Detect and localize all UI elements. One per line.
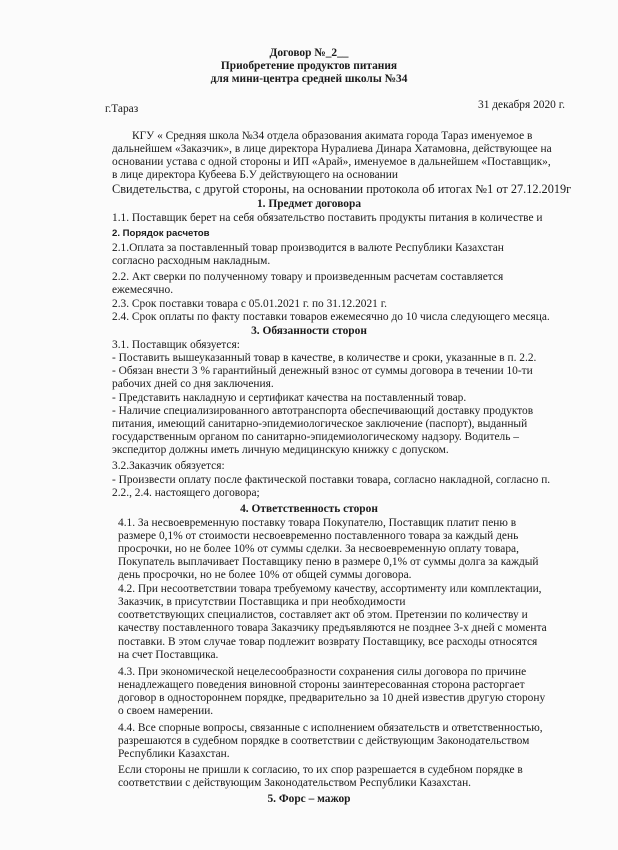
- preamble-line: основании устава с одной стороны и ИП «Арай», именуемое в дальнейшем «Поставщик»,: [112, 156, 551, 168]
- preamble-line: в лице директора Кубеева Б.У действующего на основании: [112, 169, 398, 181]
- preamble-line: дальнейшем «Заказчик», в лице директора Нуралиева Динара Хатамовна, действующее на: [112, 143, 552, 155]
- preamble-line: КГУ « Средняя школа №34 отдела образования акимата города Тараз именуемое в: [132, 130, 533, 142]
- section-2-p3: 2.3. Срок поставки товара с 05.01.2021 г. по 31.12.2021 г.: [112, 298, 387, 310]
- section-4-line: 4.2. При несоответствии товара требуемому качеству, ассортименту или комплектации,: [118, 583, 542, 595]
- section-2-p1-cont: согласно расходным накладным.: [112, 255, 271, 267]
- section-3-line: - Обязан внести 3 % гарантийный денежный взнос от суммы договора в течении 10-ти: [112, 365, 533, 377]
- section-3-line: экспедитор должны иметь личную медицинскую книжку с допуском.: [112, 444, 449, 456]
- section-3-line: - Представить накладную и сертификат качества на поставленный товар.: [112, 392, 467, 404]
- section-4-line: 4.4. Все спорные вопросы, связанные с исполнением обязательств и ответственностью,: [118, 722, 543, 734]
- section-4-line: размере 0,1% от стоимости несвоевременно поставленного товара за каждый день: [118, 530, 519, 542]
- section-4-line: Если стороны не пришли к согласию, то их спор разрешается в судебном порядке в: [118, 764, 523, 776]
- contract-place: г.Тараз: [105, 103, 139, 115]
- section-3-line: 3.1. Поставщик обязуется:: [112, 339, 240, 351]
- section-4-line: 4.3. При экономической нецелесообразности сохранения силы договора по причине: [118, 666, 527, 678]
- section-3-line: государственным органом по санитарно-эпидемиологическому надзору. Водитель –: [112, 431, 519, 443]
- section-2-title: 2. Порядок расчетов: [112, 228, 210, 239]
- section-1-p1: 1.1. Поставщик берет на себя обязательство поставить продукты питания в количестве и: [112, 212, 543, 224]
- section-3-line: - Произвести оплату после фактической поставки товара, согласно накладной, согласно п.: [112, 474, 551, 486]
- section-4-line: Республики Казахстан.: [118, 748, 230, 760]
- section-3-title: 3. Обязанности сторон: [251, 325, 367, 337]
- preamble-line: Свидетельства, с другой стороны, на основании протокола об итогах №1 от 27.12.2019г: [112, 182, 572, 196]
- section-3-line: 3.2.Заказчик обязуется:: [112, 460, 225, 472]
- section-2-p1: 2.1.Оплата за поставленный товар производится в валюте Республики Казахстан: [112, 242, 504, 254]
- contract-subtitle-2: для мини-центра средней школы №34: [210, 73, 408, 85]
- section-4-line: день просрочки, но не более 10% от общей суммы договора.: [118, 569, 412, 581]
- section-3-line: 2.2., 2.4. настоящего договора;: [112, 487, 260, 499]
- section-4-line: поставки. В этом случае товар подлежит возврату Поставщику, все расходы относятся: [118, 636, 538, 648]
- section-3-line: - Поставить вышеуказанный товар в качестве, в количестве и сроки, указанные в п. 2.2.: [112, 352, 537, 364]
- section-5-title: 5. Форс – мажор: [267, 793, 351, 805]
- section-4-line: соответствующих специалистов, составляет акт об этом. Претензии по количеству и: [118, 609, 528, 621]
- section-3-line: рабочих дней со дня заключения.: [112, 378, 274, 390]
- section-4-line: 4.1. За несвоевременную поставку товара Покупателю, Поставщик платит пеню в: [118, 517, 517, 529]
- contract-date: 31 декабря 2020 г.: [478, 99, 565, 111]
- section-4-line: соответствии с действующим Законодательством Республики Казахстан.: [118, 777, 472, 789]
- section-4-line: ненадлежащего поведения виновной стороны заинтересованная сторона расторгает: [118, 679, 525, 691]
- section-4-line: о своем намерении.: [118, 705, 214, 717]
- section-4-title: 4. Ответственность сторон: [240, 503, 378, 515]
- section-4-line: просрочки, но не более 10% от суммы сделки. За несвоевременную оплату товара,: [118, 543, 519, 555]
- section-2-p2-cont: ежемесячно.: [112, 284, 174, 296]
- section-4-line: качеству поставленного товара Заказчику предъявляются не позднее 3-х дней с момента: [118, 622, 547, 634]
- section-4-line: разрешаются в судебном порядке в соответствии с действующим Законодательством: [118, 735, 530, 747]
- section-4-line: Заказчик, в присутствии Поставщика и при необходимости: [118, 596, 406, 608]
- section-3-line: питания, имеющий санитарно-эпидемиологическое заключение (паспорт), выданный: [112, 418, 528, 430]
- contract-title: Договор №_2__: [269, 47, 349, 59]
- section-4-line: Покупатель выплачивает Поставщику пеню в размере 0,1% от суммы долга за каждый: [118, 556, 539, 568]
- section-2-p2: 2.2. Акт сверки по полученному товару и произведенным расчетам составляется: [112, 271, 504, 283]
- contract-subtitle-1: Приобретение продуктов питания: [220, 60, 398, 72]
- section-1-title: 1. Предмет договора: [256, 198, 362, 210]
- section-3-line: - Наличие специализированного автотранспорта обеспечивающий доставку продуктов: [112, 405, 534, 417]
- section-4-line: на счет Поставщика.: [118, 649, 219, 661]
- section-4-line: договор в одностороннем порядке, предварительно за 10 дней известив другую сторону: [118, 692, 546, 704]
- section-2-p4: 2.4. Срок оплаты по факту поставки товаров ежемесячно до 10 числа следующего месяца.: [112, 311, 550, 323]
